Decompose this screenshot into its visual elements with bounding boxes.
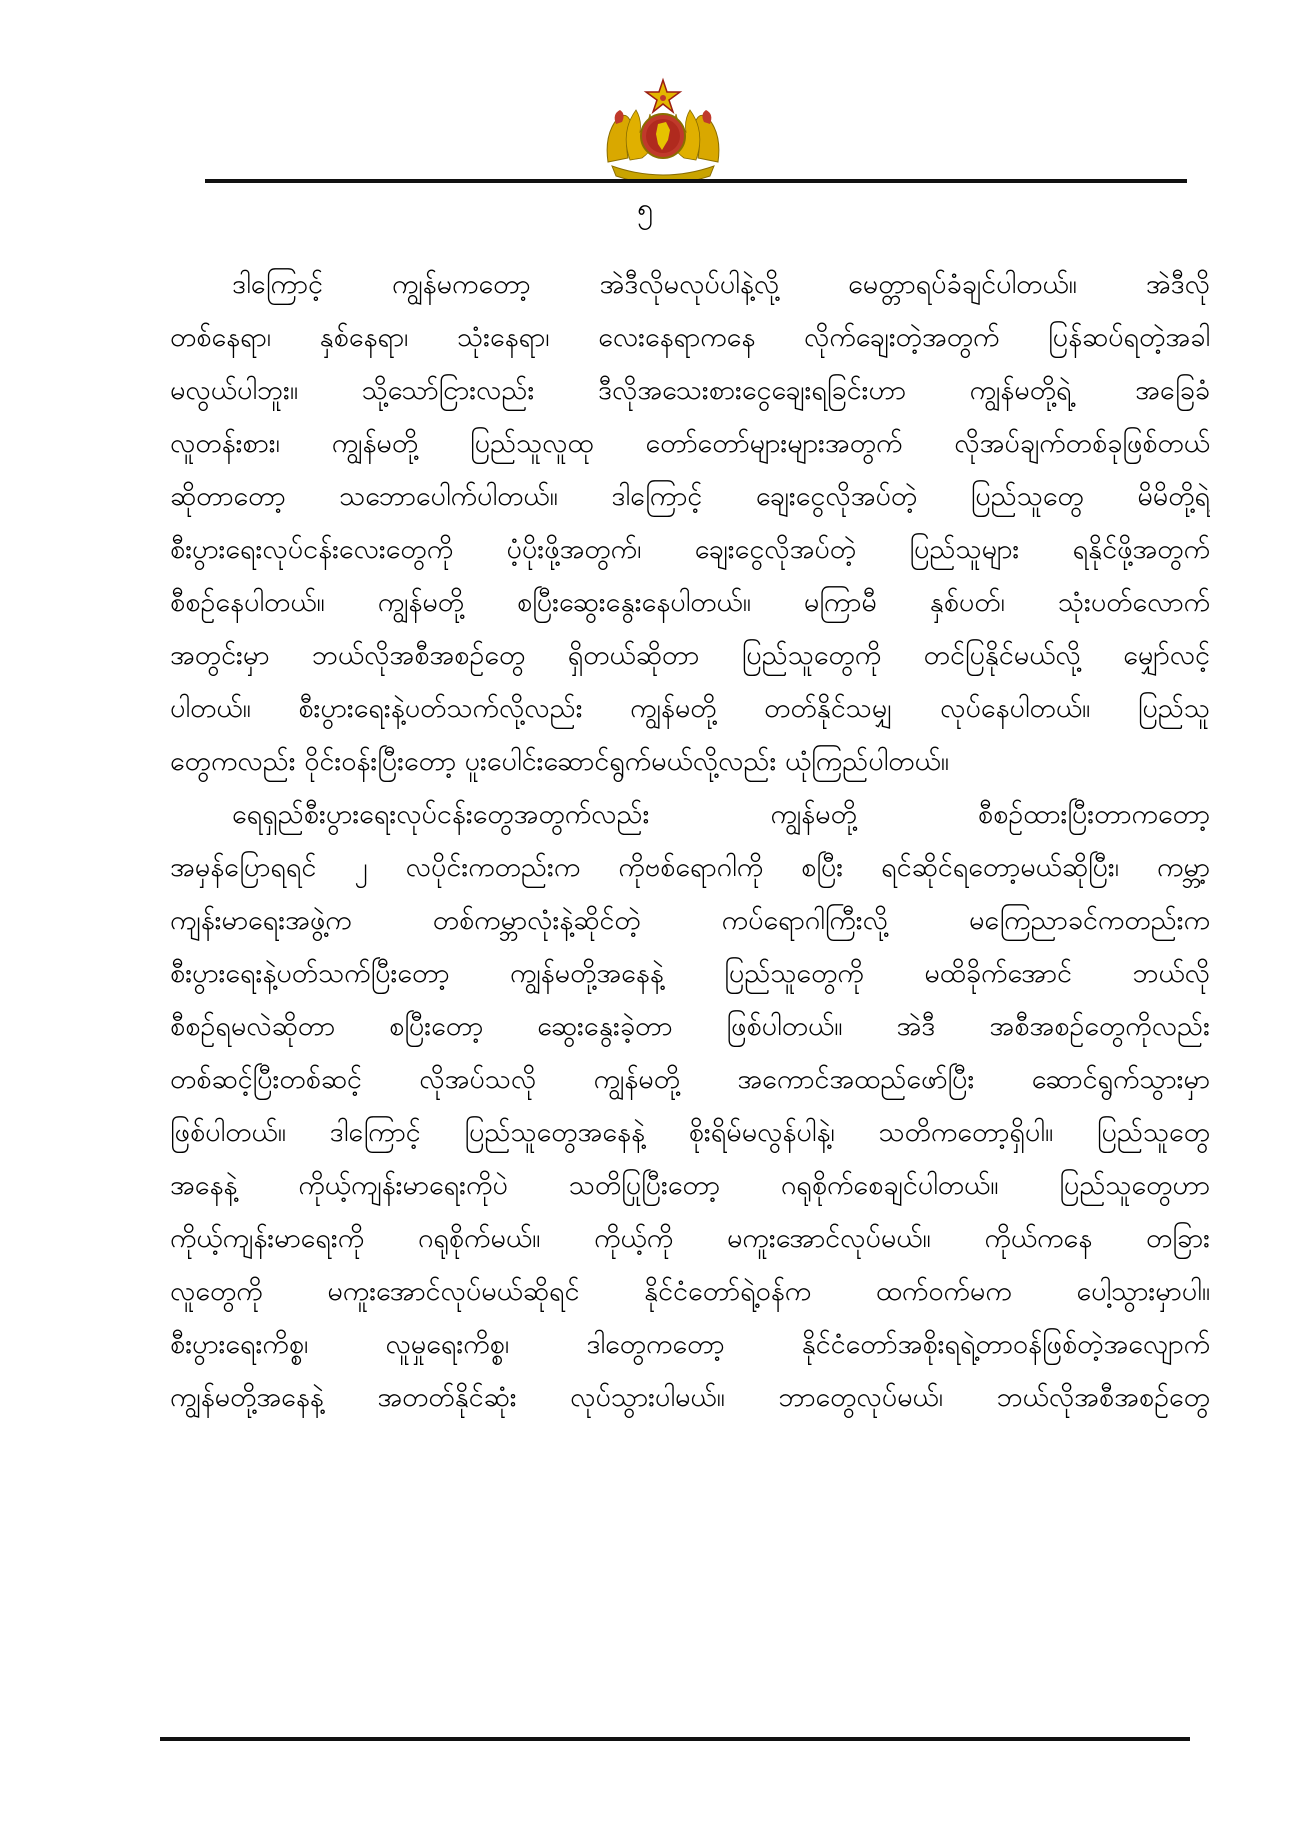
- text-line: ကျွန်မတို့အနေနဲ့ အတတ်နိုင်ဆုံး လုပ်သွားပါမယ်။ ဘာတွေလုပ်မယ်၊ ဘယ်လိုအစီအစဉ်တွေ: [170, 1382, 1210, 1413]
- text-line: ပါတယ်။ စီးပွားရေးနဲ့ပတ်သက်လို့လည်း ကျွန်မတို့ တတ်နိုင်သမျှ လုပ်နေပါတယ်။ ပြည်သူ: [170, 693, 1210, 724]
- text-line: ဒါကြောင့် ကျွန်မကတော့ အဲဒီလိုမလုပ်ပါနဲ့လို့ မေတ္တာရပ်ခံချင်ပါတယ်။ အဲဒီလို: [232, 269, 1210, 300]
- paragraph-1: [170, 258, 1210, 788]
- text-line: မလွယ်ပါဘူး။ သို့သော်ငြားလည်း ဒီလိုအသေးစားငွေချေးရခြင်းဟာ ကျွန်မတို့ရဲ့ အခြေခံ: [170, 375, 1210, 406]
- text-line: ကျန်းမာရေးအဖွဲ့က တစ်ကမ္ဘာလုံးနဲ့ဆိုင်တဲ့ ကပ်ရောဂါကြီးလို့ မကြေညာခင်ကတည်းက: [170, 905, 1210, 936]
- page-number: ၅: [637, 192, 653, 225]
- header-rule: [205, 179, 1187, 183]
- body-text: [170, 258, 1210, 1424]
- text-line: စီးပွားရေးလုပ်ငန်းလေးတွေကို ပံ့ပိုးဖို့အတွက်၊ ချေးငွေလိုအပ်တဲ့ ပြည်သူများ ရနိုင်ဖို့အတွက်: [170, 534, 1210, 565]
- text-line: ဖြစ်ပါတယ်။ ဒါကြောင့် ပြည်သူတွေအနေနဲ့ စိုးရိမ်မလွန်ပါနဲ့၊ သတိကတော့ရှိပါ။ ပြည်သူတွေ: [170, 1117, 1210, 1148]
- text-line: စီစဉ်ရမလဲဆိုတာ စပြီးတော့ ဆွေးနွေးခဲ့တာ ဖြစ်ပါတယ်။ အဲဒီ အစီအစဉ်တွေကိုလည်း: [170, 1011, 1210, 1042]
- text-line: လူတန်းစား၊ ကျွန်မတို့ ပြည်သူလူထု တော်တော်များများအတွက် လိုအပ်ချက်တစ်ခုဖြစ်တယ်: [170, 428, 1210, 459]
- text-line: ကိုယ့်ကျန်းမာရေးကို ဂရုစိုက်မယ်။ ကိုယ့်ကို မကူးအောင်လုပ်မယ်။ ကိုယ်ကနေ တခြား: [170, 1223, 1210, 1254]
- text-line: စီးပွားရေးကိစ္စ၊ လူမှုရေးကိစ္စ၊ ဒါတွေကတော့ နိုင်ငံတော်အစိုးရရဲ့တာဝန်ဖြစ်တဲ့အလျောက်: [170, 1329, 1210, 1360]
- text-line: လူတွေကို မကူးအောင်လုပ်မယ်ဆိုရင် နိုင်ငံတော်ရဲ့ဝန်က ထက်ဝက်မက ပေါ့သွားမှာပါ။: [170, 1276, 1210, 1307]
- text-line: စီးပွားရေးနဲ့ပတ်သက်ပြီးတော့ ကျွန်မတို့အနေနဲ့ ပြည်သူတွေကို မထိခိုက်အောင် ဘယ်လို: [170, 958, 1210, 989]
- text-line: အနေနဲ့ ကိုယ့်ကျန်းမာရေးကိုပဲ သတိပြုပြီးတော့ ဂရုစိုက်စေချင်ပါတယ်။ ပြည်သူတွေဟာ: [170, 1170, 1210, 1201]
- text-line: တစ်နေရာ၊ နှစ်နေရာ၊ သုံးနေရာ၊ လေးနေရာကနေ လိုက်ချေးတဲ့အတွက် ပြန်ဆပ်ရတဲ့အခါ: [170, 322, 1210, 353]
- footer-rule: [160, 1737, 1190, 1741]
- state-emblem-icon: [602, 74, 724, 182]
- text-line: စီစဉ်နေပါတယ်။ ကျွန်မတို့ စပြီးဆွေးနွေးနေပါတယ်။ မကြာမီ နှစ်ပတ်၊ သုံးပတ်လောက်: [170, 587, 1210, 618]
- paragraph-2: [170, 788, 1210, 1424]
- text-line: တစ်ဆင့်ပြီးတစ်ဆင့် လိုအပ်သလို ကျွန်မတို့ အကောင်အထည်ဖော်ပြီး ဆောင်ရွက်သွားမှာ: [170, 1064, 1210, 1095]
- text-line: အမှန်ပြောရရင် ၂ လပိုင်းကတည်းက ကိုဗစ်ရောဂါကို စပြီး ရင်ဆိုင်ရတော့မယ်ဆိုပြီး၊ ကမ္ဘာ့: [170, 852, 1210, 883]
- text-line: ဆိုတာတော့ သဘောပေါက်ပါတယ်။ ဒါကြောင့် ချေးငွေလိုအပ်တဲ့ ပြည်သူတွေ မိမိတို့ရဲ့: [170, 481, 1210, 512]
- text-line: ရေရှည်စီးပွားရေးလုပ်ငန်းတွေအတွက်လည်း ကျွန်မတို့ စီစဉ်ထားပြီးတာကတော့: [232, 799, 1210, 830]
- text-line: တွေကလည်း ဝိုင်းဝန်းပြီးတော့ ပူးပေါင်းဆောင်ရွက်မယ်လို့လည်း ယုံကြည်ပါတယ်။: [170, 746, 949, 777]
- text-line: အတွင်းမှာ ဘယ်လိုအစီအစဉ်တွေ ရှိတယ်ဆိုတာ ပြည်သူတွေကို တင်ပြနိုင်မယ်လို့ မျှော်လင့်: [170, 640, 1210, 671]
